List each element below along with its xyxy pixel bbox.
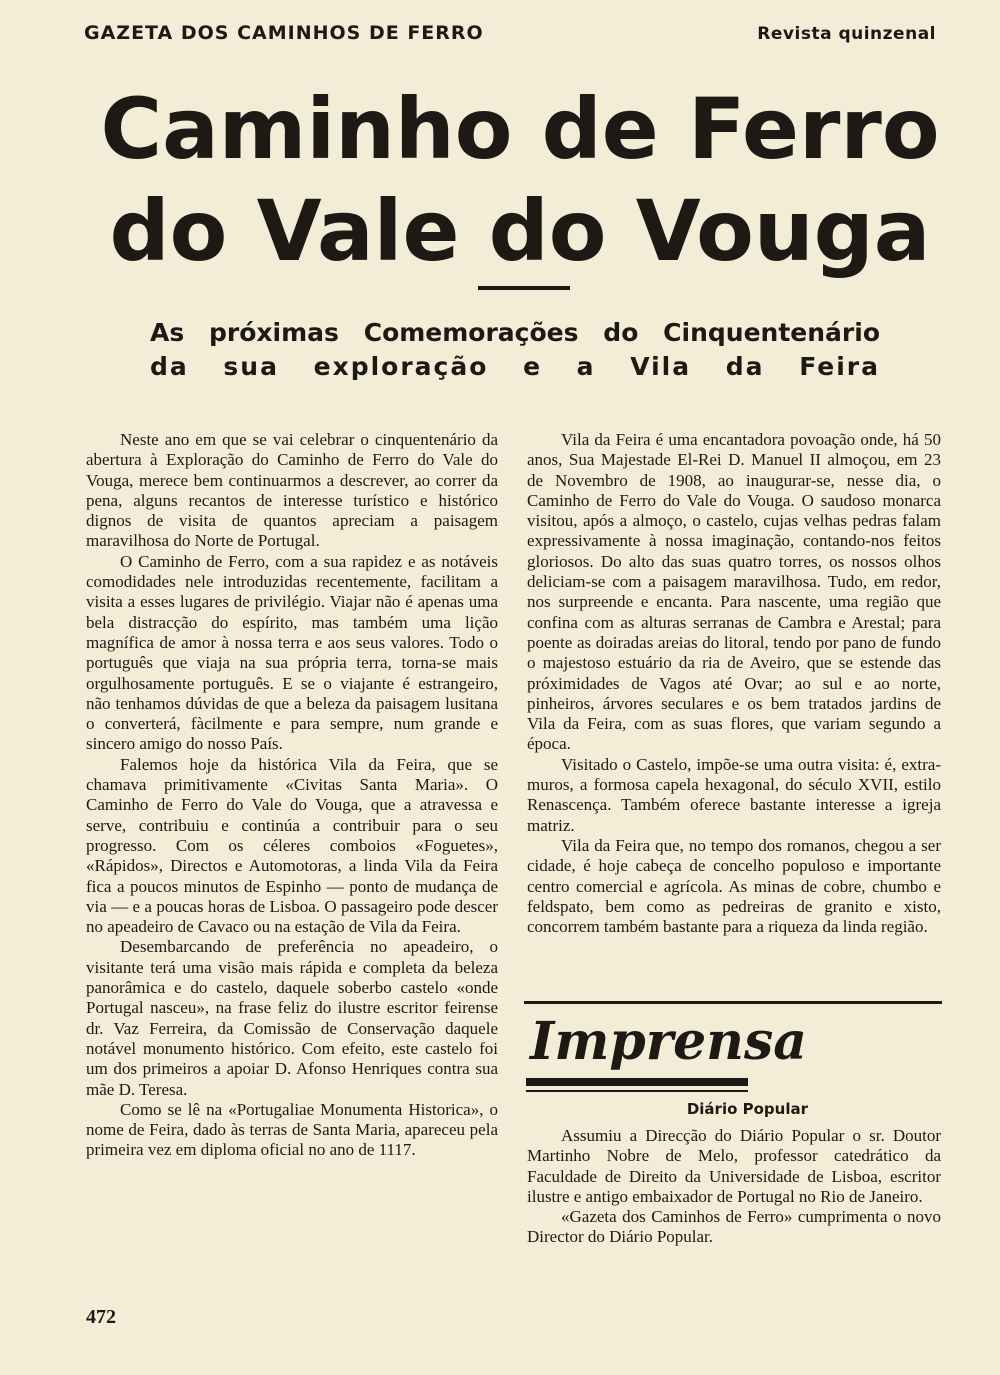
article-subtitle [150,316,880,384]
article-subtitle-line-2: da sua exploração e a Vila da Feira [150,352,880,381]
publication-frequency: Revista quinzenal [757,24,936,44]
press-section-title: Imprensa [530,1011,807,1072]
article-paragraph: Vila da Feira é uma encantadora povoação onde, há 50 anos, Sua Majestade El-Rei D. Manuel II almoçou, em 23 de Novembro de 1908, ao inaugurar-se, nesse dia, o Caminho de Ferro do Vale do Vouga. O saudoso monarca visitou, após a almoço, o castelo, cujas velhas pedras falam expressivamente à nossa imaginação, contando-nos feitos gloriosos. Do alto das suas quatro torres, os nossos olhos deliciam-se com a paisagem maravilhosa. Tudo, em redor, nos surpreende e encanta. Para nascente, uma região que confina com as alturas serranas de Cambra e Arestal; para poente as doiradas areias do litoral, tendo por pano de fundo o majestoso estuário da ria de Aveiro, que se estende das próximidades de Vagos até Ovar; ao sul e ao norte, pinheiros, árvores seculares e os bem tratados jardins de Vila da Feira, com as suas flores, que variam segundo a época. [527,430,941,754]
press-paragraph: Assumiu a Direcção do Diário Popular o sr. Doutor Martinho Nobre de Melo, professor catedrático da Faculdade de Direito da Universidade de Lisboa, escritor ilustre e antigo embaixador de Portugal no Rio de Janeiro. [527,1126,941,1206]
press-title-underline-thin [526,1090,748,1092]
section-divider [524,1001,942,1004]
article-paragraph: Como se lê na «Portugaliae Monumenta Historica», o nome de Feira, dado às terras de Santa Maria, apareceu pela primeira vez em diploma oficial no ano de 1117. [86,1099,498,1160]
press-item-heading: Diário Popular [686,1100,808,1118]
title-divider [478,286,570,290]
press-column [527,1126,941,1248]
article-title-line-1: Caminho de Ferro [100,80,940,178]
article-title [80,78,960,282]
article-title-line-2: do Vale do Vouga [109,182,931,280]
article-paragraph: Falemos hoje da histórica Vila da Feira, que se chamava primitivamente «Civitas Santa Maria». O Caminho de Ferro do Vale do Vouga, que a atravessa e serve, contribuiu e continúa a contribuir para o seu progresso. Com os céleres comboios «Foguetes», «Rápidos», Directos e Automotoras, a linda Vila da Feira fica a poucos minutos de Espinho — ponto de mudança de via — e a poucas horas de Lisboa. O passageiro pode descer no apeadeiro de Cavaco ou na estação de Vila da Feira. [86,754,498,937]
article-left-column [86,430,498,1161]
article-subtitle-line-1: As próximas Comemorações do Cinquentenário [150,318,880,347]
article-paragraph: O Caminho de Ferro, com a sua rapidez e as notáveis comodidades nele introduzidas recentemente, facilitam a visita a esses lugares de privilégio. Viajar não é apenas uma bela distracção do espírito, mas também uma lição magnífica de amor à nossa terra e aos seus valores. Todo o português que viaja na sua própria terra, torna-se mais orgulhosamente português. E se o viajante é estrangeiro, não tenhamos dúvidas de que a beleza da paisagem lusitana o converterá, fàcilmente e para sempre, num grande e sincero amigo do nosso País. [86,551,498,754]
press-paragraph: «Gazeta dos Caminhos de Ferro» cumprimenta o novo Director do Diário Popular. [527,1207,941,1247]
article-paragraph: Visitado o Castelo, impõe-se uma outra visita: é, extra-muros, a formosa capela hexagonal, do século XVII, estilo Renascença. Também oferece bastante interesse a igreja matriz. [527,754,941,835]
publication-name: GAZETA DOS CAMINHOS DE FERRO [84,22,484,44]
page-number: 472 [86,1306,116,1328]
article-right-column [527,430,941,937]
press-title-underline [526,1078,748,1086]
article-paragraph: Vila da Feira que, no tempo dos romanos, chegou a ser cidade, é hoje cabeça de concelho populoso e importante centro comercial e agrícola. As minas de cobre, chumbo e feldspato, bem como as pedreiras de granito e xisto, concorrem também bastante para a riqueza da linda região. [527,835,941,937]
article-paragraph: Neste ano em que se vai celebrar o cinquentenário da abertura à Exploração do Caminho de Ferro do Vale do Vouga, merece bem continuarmos a descrever, ao correr da pena, alguns recantos de interesse turístico e histórico dignos de visita de quantos apreciam a paisagem maravilhosa do Norte de Portugal. [86,430,498,551]
article-paragraph: Desembarcando de preferência no apeadeiro, o visitante terá uma visão mais rápida e completa da beleza panorâmica e do castelo, daquele soberbo castelo «onde Portugal nasceu», na frase feliz do ilustre escritor feirense dr. Vaz Ferreira, da Comissão de Conservação daquele notável monumento histórico. Com efeito, este castelo foi um dos primeiros a apoiar D. Afonso Henriques contra sua mãe D. Teresa. [86,937,498,1099]
